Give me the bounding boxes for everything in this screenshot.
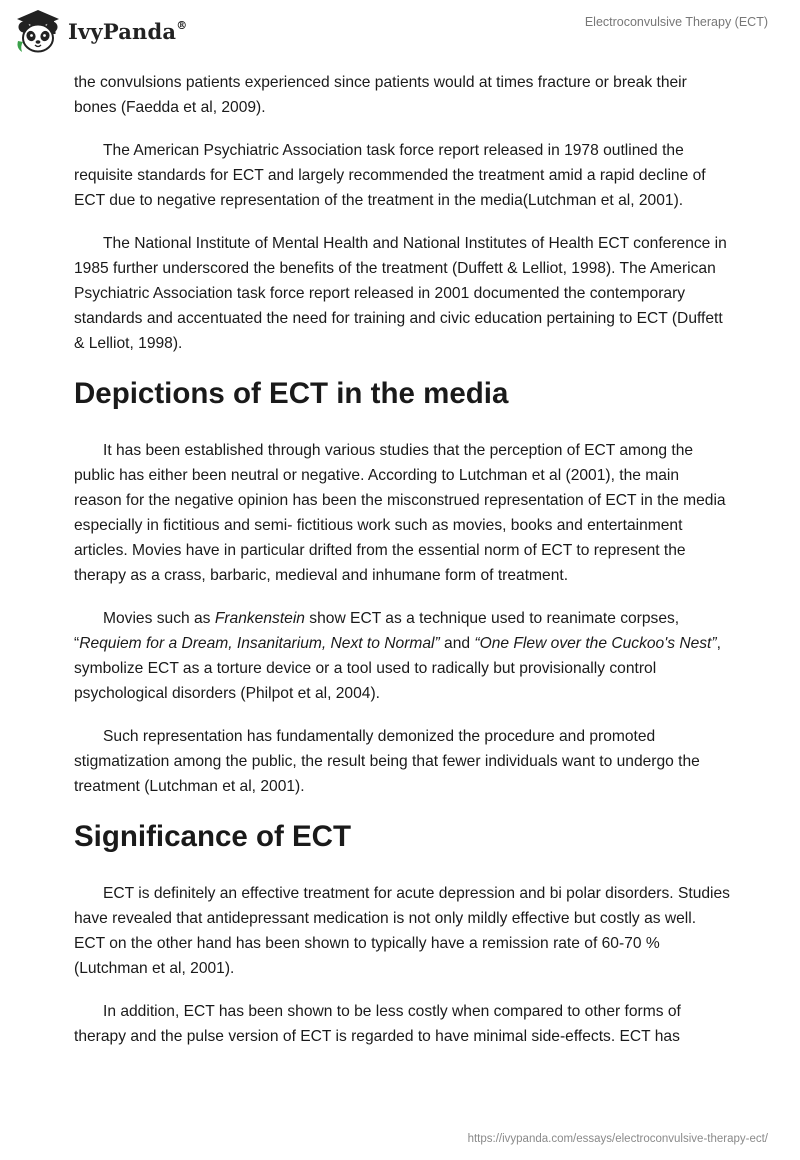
paragraph: The National Institute of Mental Health and National Institutes of Health ECT conference in 1985 further underscored the benefits of the treatment (Duffett & Lelliot, 1998). The American Psychiatric Association task force report released in 2001 documented the contemporary standards and accentuated the need for training and civic education pertaining to ECT (Duffett & Lelliot, 1998). [74, 235, 727, 352]
brand-name: IvyPanda® [68, 18, 188, 44]
paragraph: The American Psychiatric Association task force report released in 1978 outlined the requisite standards for ECT and largely recommended the treatment amid a rapid decline of ECT due to negative representation of the treatment in the media(Lutchman et al, 2001). [74, 142, 706, 209]
panda-logo-icon [14, 8, 62, 54]
section-heading-significance: Significance of ECT [74, 820, 352, 853]
paragraph: the convulsions patients experienced since patients would at times fracture or break their bones (Faedda et al, 2009). [74, 74, 687, 116]
paragraph: Movies such as Frankenstein show ECT as a technique used to reanimate corpses, “Requiem for a Dream, Insanitarium, Next to Normal” and “One Flew over the Cuckoo's Nest”, symbolize ECT as a torture device or a tool used to radically but provisionally control psychological disorders (Philpot et al, 2004). [74, 610, 721, 702]
page-header [0, 0, 800, 70]
essay-content [74, 70, 730, 1067]
movie-title: Requiem for a Dream, Insanitarium, Next to Normal” [79, 635, 440, 652]
paragraph: Such representation has fundamentally demonized the procedure and promoted stigmatization among the public, the result being that fewer individuals want to undergo the treatment (Lutchman et al, 2001). [74, 728, 700, 795]
document-title: Electroconvulsive Therapy (ECT) [584, 15, 768, 29]
source-url-link[interactable]: https://ivypanda.com/essays/electroconvulsive-therapy-ect/ [467, 1133, 768, 1145]
paragraph: In addition, ECT has been shown to be less costly when compared to other forms of therapy and the pulse version of ECT is regarded to have minimal side-effects. ECT has [74, 1003, 681, 1045]
movie-title: Frankenstein [214, 610, 305, 627]
brand-logo[interactable] [14, 8, 187, 54]
section-heading-media: Depictions of ECT in the media [74, 377, 509, 410]
paragraph: It has been established through various studies that the perception of ECT among the public has either been neutral or negative. According to Lutchman et al (2001), the main reason for the negative opinion has been the misconstrued representation of ECT in the media especially in fictitious and semi- fictitious work such as movies, books and entertainment articles. Movies have in particular drifted from the essential norm of ECT to represent the therapy as a crass, barbaric, medieval and inhumane form of treatment. [74, 442, 726, 584]
paragraph: ECT is definitely an effective treatment for acute depression and bi polar disorders. Studies have revealed that antidepressant medication is not only mildly effective but costly as well. ECT on the other hand has been shown to typically have a remission rate of 60-70 % (Lutchman et al, 2001). [74, 885, 730, 977]
movie-title: “One Flew over the Cuckoo's Nest” [474, 635, 717, 652]
